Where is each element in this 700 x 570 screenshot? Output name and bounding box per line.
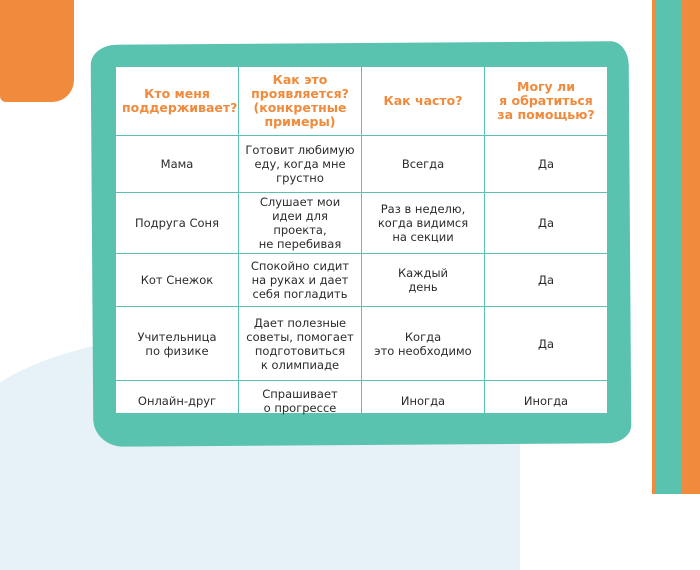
table-header-row (116, 67, 608, 136)
cell-example: Спокойно сидит на руках и дает себя погладить (239, 254, 362, 307)
cell-example: Готовит любимую еду, когда мне грустно (239, 136, 362, 193)
orange-corner-decoration (0, 0, 74, 102)
table-row (116, 136, 608, 193)
support-table (115, 66, 608, 421)
table-row (116, 307, 608, 381)
header-how-manifests: Как это проявляется? (конкретные примеры) (239, 67, 362, 136)
header-can-ask-help: Могу ли я обратиться за помощью? (485, 67, 608, 136)
cell-person: Подруга Соня (116, 193, 239, 254)
cell-person: Кот Снежок (116, 254, 239, 307)
teal-stripe-decoration (656, 0, 682, 494)
table-row (116, 254, 608, 307)
cell-frequency: Раз в неделю, когда видимся на секции (362, 193, 485, 254)
cell-person: Мама (116, 136, 239, 193)
cell-can-ask: Иногда (485, 381, 608, 421)
table-row (116, 193, 608, 254)
cell-frequency: Всегда (362, 136, 485, 193)
cell-can-ask: Да (485, 136, 608, 193)
cell-example: Спрашивает о прогрессе (239, 381, 362, 421)
cell-person: Онлайн-друг (116, 381, 239, 421)
header-who-supports: Кто меня поддерживает? (116, 67, 239, 136)
header-how-often: Как часто? (362, 67, 485, 136)
cell-example: Слушает мои идеи для проекта, не перебивая (239, 193, 362, 254)
table-row (116, 381, 608, 421)
cell-can-ask: Да (485, 307, 608, 381)
support-table-container (115, 66, 608, 413)
cell-can-ask: Да (485, 193, 608, 254)
cell-frequency: Каждый день (362, 254, 485, 307)
cell-frequency: Иногда (362, 381, 485, 421)
cell-frequency: Когда это необходимо (362, 307, 485, 381)
cell-example: Дает полезные советы, помогает подготовиться к олимпиаде (239, 307, 362, 381)
cell-person: Учительница по физике (116, 307, 239, 381)
cell-can-ask: Да (485, 254, 608, 307)
